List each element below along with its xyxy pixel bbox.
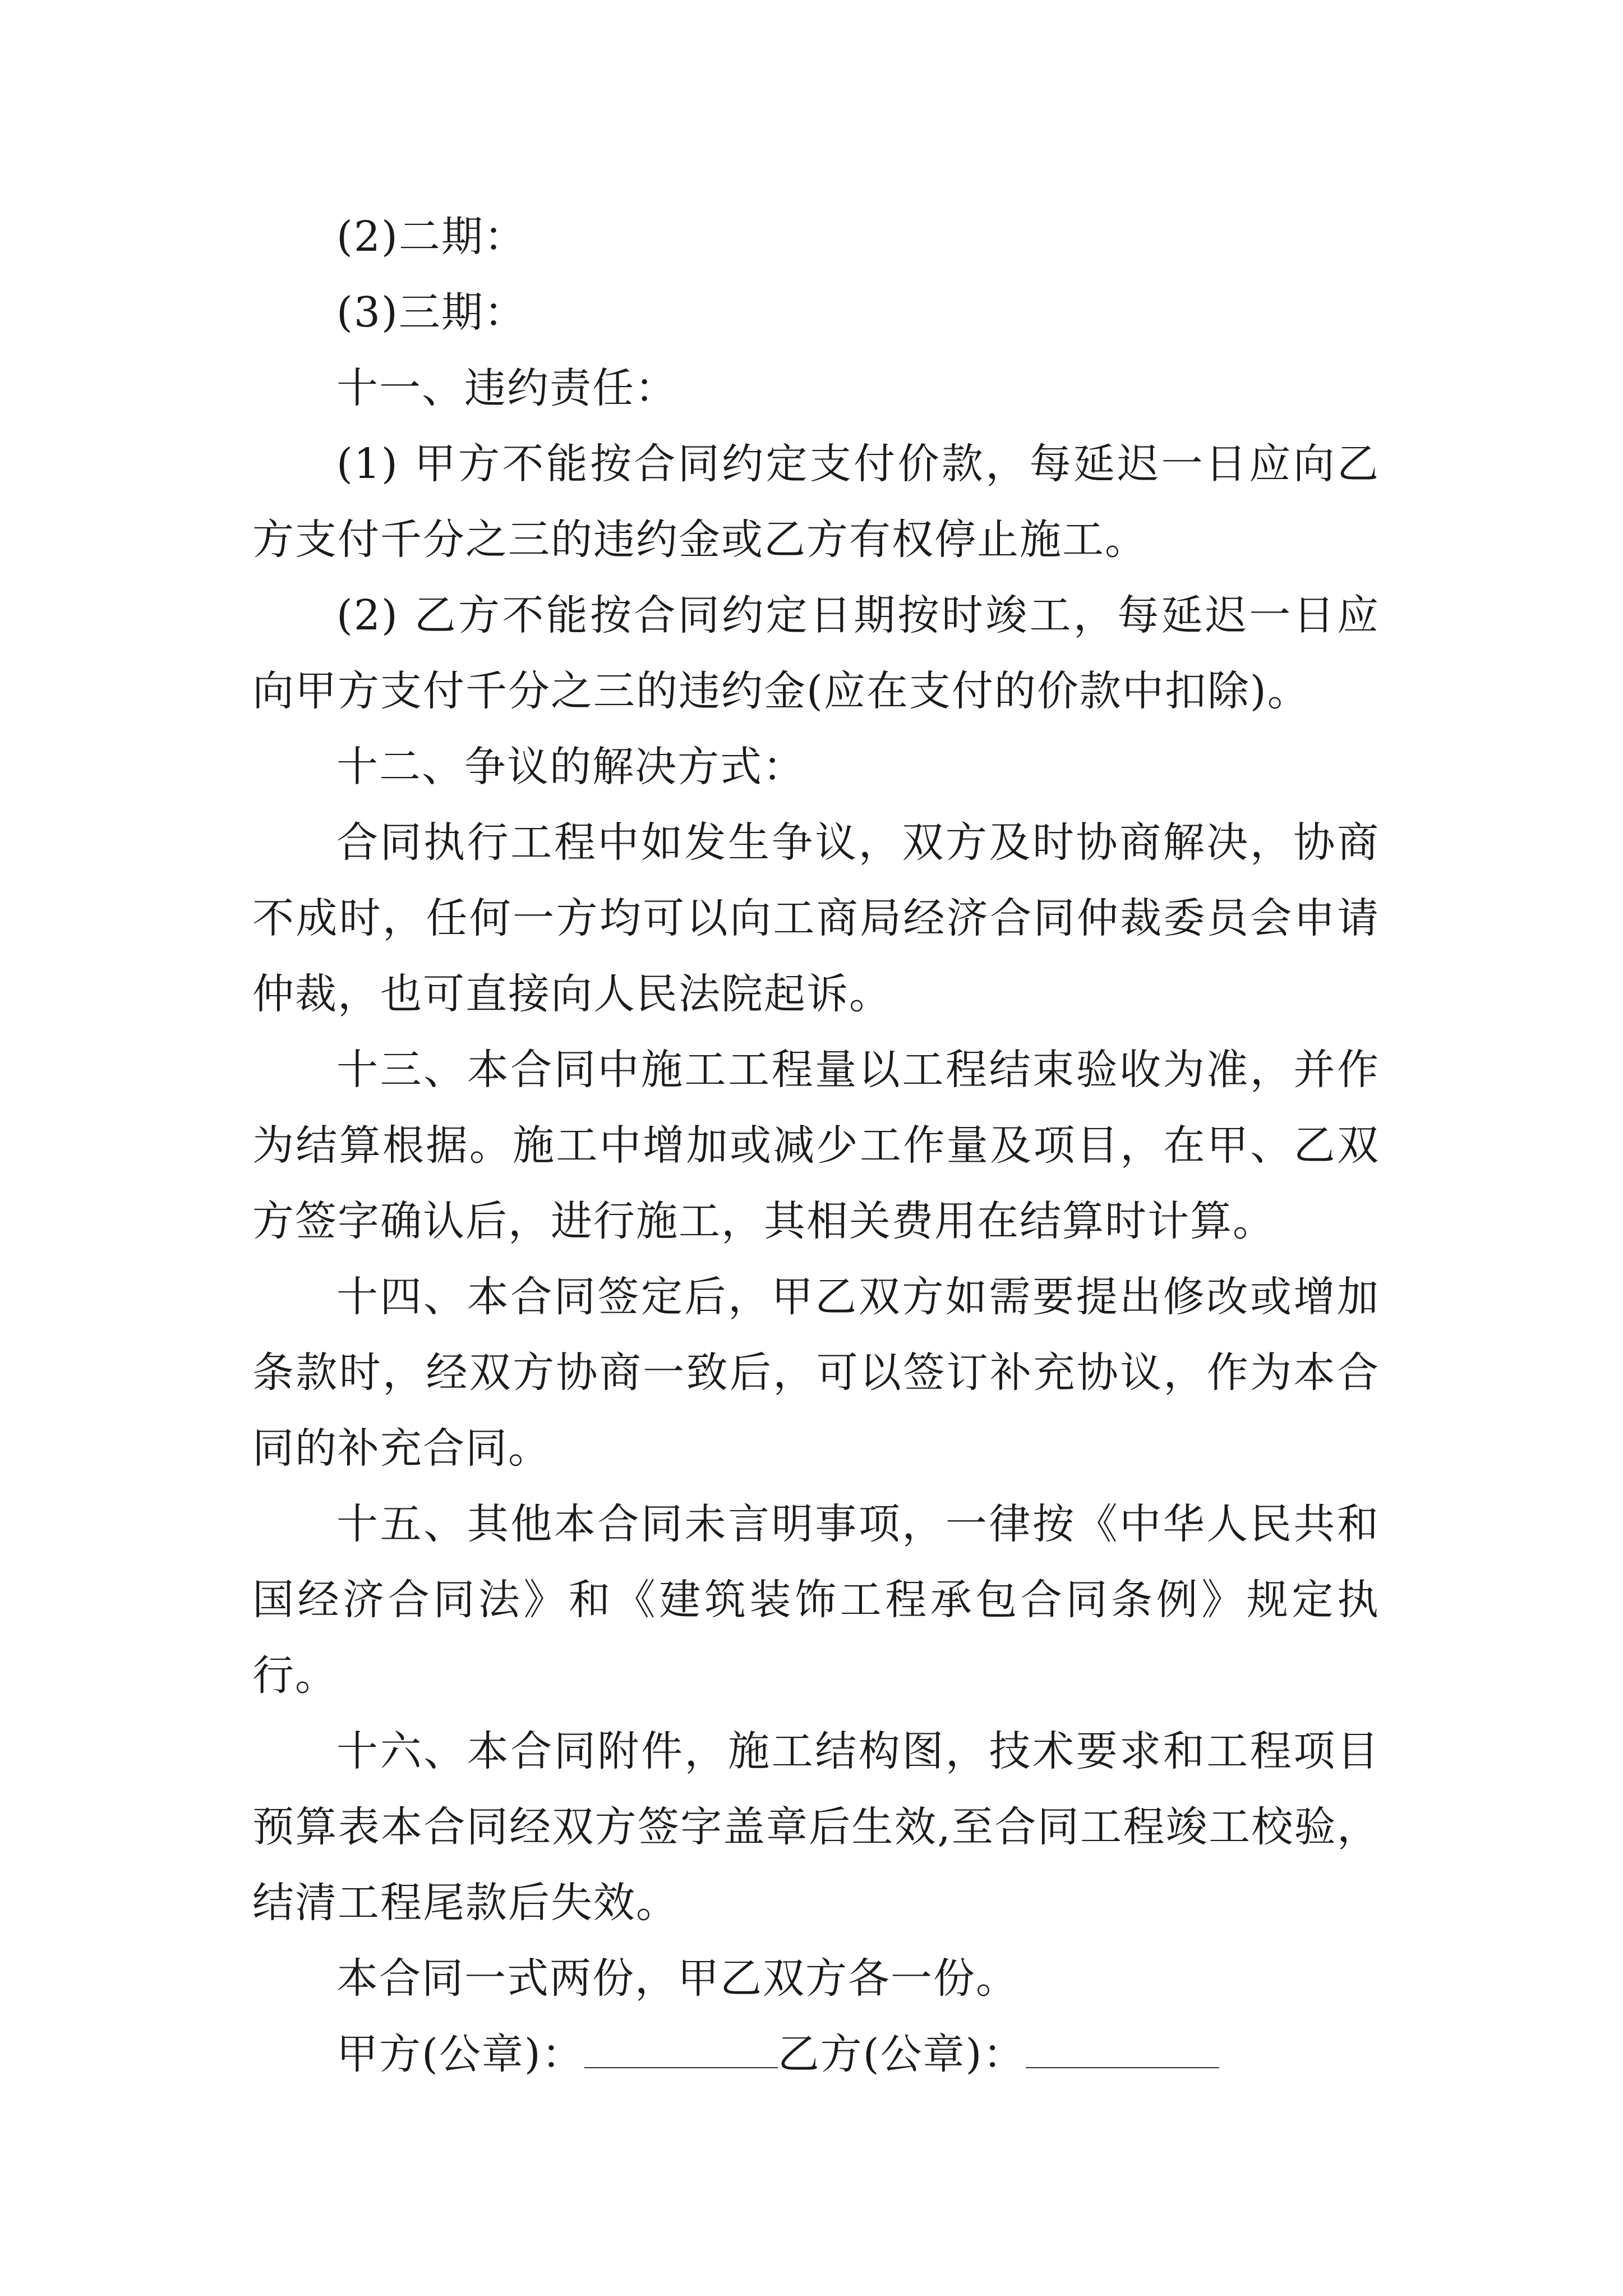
- section-15-body: 十五、其他本合同未言明事项，一律按《中华人民共和国经济合同法》和《建筑装饰工程承包合同条例》规定执行。: [252, 1500, 1380, 1700]
- section-11-clause-2: (2) 乙方不能按合同约定日期按时竣工，每延迟一日应向甲方支付千分之三的违约金(应在支付的价款中扣除)。: [252, 591, 1380, 715]
- party-b-seal-blank: [1026, 2028, 1219, 2068]
- signature-line: [252, 2017, 1380, 2092]
- party-a-seal-label: 甲方(公章)：: [336, 2030, 584, 2078]
- copies-statement: 本合同一式两份，甲乙双方各一份。: [336, 1954, 1018, 2003]
- section-11-clause-1: (1) 甲方不能按合同约定支付价款，每延迟一日应向乙方支付千分之三的违约金或乙方有权停止施工。: [252, 440, 1380, 564]
- party-b-seal-label: 乙方(公章)：: [777, 2030, 1026, 2078]
- section-14-body: 十四、本合同签定后，甲乙双方如需要提出修改或增加条款时，经双方协商一致后，可以签订补充协议，作为本合同的补充合同。: [252, 1273, 1380, 1473]
- phase-2-line: (2)二期：: [336, 213, 527, 261]
- phase-3-line: (3)三期：: [336, 288, 527, 337]
- party-a-seal-blank: [584, 2028, 778, 2068]
- section-12-body: 合同执行工程中如发生争议，双方及时协商解决，协商不成时，任何一方均可以向工商局经济合同仲裁委员会申请仲裁，也可直接向人民法院起诉。: [252, 818, 1380, 1018]
- section-11-heading: 十一、违约责任：: [336, 364, 677, 412]
- section-13-body: 十三、本合同中施工工程量以工程结束验收为准，并作为结算根据。施工中增加或减少工作量及项目，在甲、乙双方签字确认后，进行施工，其相关费用在结算时计算。: [252, 1046, 1380, 1245]
- section-12-heading: 十二、争议的解决方式：: [336, 743, 805, 791]
- contract-body: [252, 199, 1380, 2092]
- section-16-body: 十六、本合同附件，施工结构图，技术要求和工程项目预算表本合同经双方签字盖章后生效,至合同工程竣工校验，结清工程尾款后失效。: [252, 1727, 1380, 1927]
